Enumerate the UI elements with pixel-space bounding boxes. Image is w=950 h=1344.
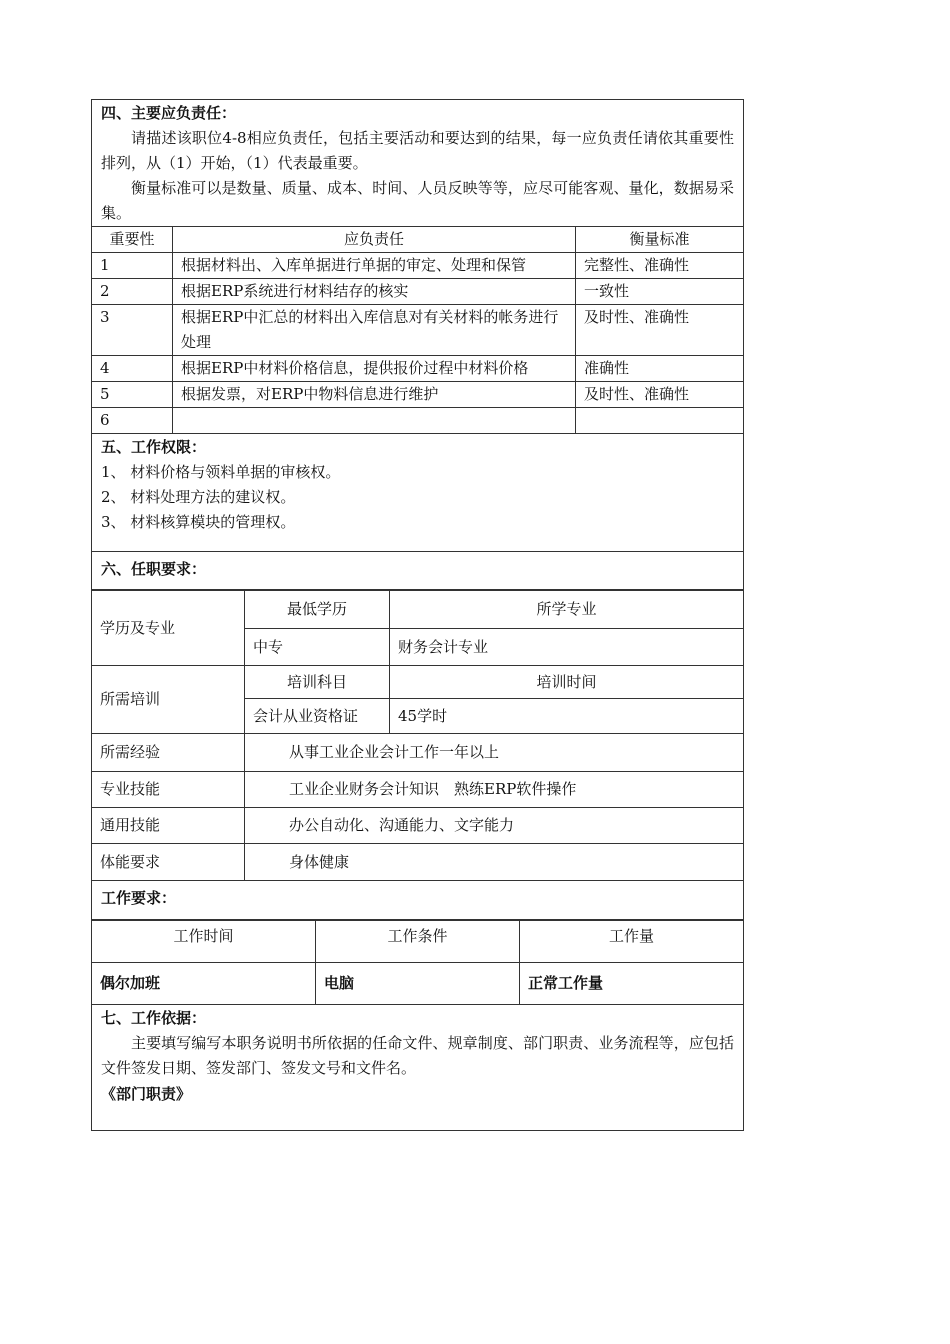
row-standard: 完整性、准确性 xyxy=(576,253,744,279)
experience-value: 从事工业企业会计工作一年以上 xyxy=(245,734,744,772)
authority-item: 2、 材料处理方法的建议权。 xyxy=(101,488,296,506)
row-standard: 及时性、准确性 xyxy=(576,382,744,408)
table-row xyxy=(92,253,744,279)
training-label: 所需培训 xyxy=(92,666,245,734)
skills-value: 工业企业财务会计知识 熟练ERP软件操作 xyxy=(245,772,744,808)
row-responsibility: 根据ERP中汇总的材料出入库信息对有关材料的帐务进行处理 xyxy=(173,305,576,356)
row-number: 1 xyxy=(92,253,173,279)
row-number: 2 xyxy=(92,279,173,305)
section5-title: 五、工作权限： xyxy=(101,438,207,456)
job-description-page xyxy=(91,99,744,1131)
workload-value: 正常工作量 xyxy=(520,963,744,1005)
table-row xyxy=(92,305,744,356)
table-row xyxy=(92,382,744,408)
row-responsibility: 根据ERP中材料价格信息，提供报价过程中材料价格 xyxy=(173,356,576,382)
general-skills-label: 通用技能 xyxy=(92,808,245,844)
row-standard: 准确性 xyxy=(576,356,744,382)
responsibility-table xyxy=(91,226,744,434)
section7-title: 七、工作依据： xyxy=(101,1009,207,1027)
section4-instruction-2: 衡量标准可以是数量、质量、成本、时间、人员反映等等，应尽可能客观、量化，数据易采集。 xyxy=(101,179,734,222)
row-standard: 一致性 xyxy=(576,279,744,305)
physical-label: 体能要求 xyxy=(92,844,245,881)
table-row xyxy=(92,279,744,305)
education-min-value: 中专 xyxy=(245,629,390,666)
section7-document: 《部门职责》 xyxy=(101,1085,192,1103)
row-number: 6 xyxy=(92,408,173,434)
training-time-value: 45学时 xyxy=(390,699,744,734)
row-responsibility: 根据ERP系统进行材料结存的核实 xyxy=(173,279,576,305)
work-time-value: 偶尔加班 xyxy=(92,963,316,1005)
section6-title: 六、任职要求： xyxy=(101,560,207,578)
work-condition-header: 工作条件 xyxy=(316,921,520,963)
header-importance: 重要性 xyxy=(92,227,173,253)
table-row xyxy=(92,844,744,881)
section-requirements xyxy=(91,551,744,589)
work-req-table xyxy=(91,920,744,1005)
table-row xyxy=(92,591,744,629)
row-number: 5 xyxy=(92,382,173,408)
training-header-time: 培训时间 xyxy=(390,666,744,699)
education-header-major: 所学专业 xyxy=(390,591,744,629)
authority-item: 3、 材料核算模块的管理权。 xyxy=(101,513,296,531)
table-row xyxy=(92,408,744,434)
row-number: 4 xyxy=(92,356,173,382)
physical-value: 身体健康 xyxy=(245,844,744,881)
table-header-row xyxy=(92,227,744,253)
experience-label: 所需经验 xyxy=(92,734,245,772)
table-row xyxy=(92,808,744,844)
authority-item: 1、 材料价格与领料单据的审核权。 xyxy=(101,463,341,481)
work-req-title: 工作要求： xyxy=(101,889,177,907)
table-row xyxy=(92,963,744,1005)
table-row xyxy=(92,666,744,699)
row-number: 3 xyxy=(92,305,173,356)
work-time-header: 工作时间 xyxy=(92,921,316,963)
training-subject-value: 会计从业资格证 xyxy=(245,699,390,734)
requirements-table-wrap xyxy=(91,589,744,881)
row-standard: 及时性、准确性 xyxy=(576,305,744,356)
requirements-table xyxy=(91,590,744,881)
education-label: 学历及专业 xyxy=(92,591,245,666)
training-header-subject: 培训科目 xyxy=(245,666,390,699)
table-row xyxy=(92,921,744,963)
row-standard xyxy=(576,408,744,434)
work-req-table-wrap xyxy=(91,919,744,1005)
workload-header: 工作量 xyxy=(520,921,744,963)
responsibility-table-wrap xyxy=(91,226,744,434)
header-responsibility: 应负责任 xyxy=(173,227,576,253)
table-row xyxy=(92,772,744,808)
section-work-requirements xyxy=(91,881,744,919)
section-authority xyxy=(91,434,744,551)
general-skills-value: 办公自动化、沟通能力、文字能力 xyxy=(245,808,744,844)
row-responsibility xyxy=(173,408,576,434)
work-condition-value: 电脑 xyxy=(316,963,520,1005)
skills-label: 专业技能 xyxy=(92,772,245,808)
section-responsibilities xyxy=(91,99,744,226)
section7-instruction: 主要填写编写本职务说明书所依据的任命文件、规章制度、部门职责、业务流程等，应包括文件签发日期、签发部门、签发文号和文件名。 xyxy=(101,1034,734,1077)
education-major-value: 财务会计专业 xyxy=(390,629,744,666)
education-header-min: 最低学历 xyxy=(245,591,390,629)
table-row xyxy=(92,734,744,772)
section4-title: 四、主要应负责任： xyxy=(101,104,237,122)
row-responsibility: 根据发票，对ERP中物料信息进行维护 xyxy=(173,382,576,408)
table-row xyxy=(92,356,744,382)
section-work-basis xyxy=(91,1005,744,1131)
row-responsibility: 根据材料出、入库单据进行单据的审定、处理和保管 xyxy=(173,253,576,279)
section4-instruction-1: 请描述该职位4-8相应负责任，包括主要活动和要达到的结果，每一应负责任请依其重要性排列，从（1）开始，（1）代表最重要。 xyxy=(101,129,734,172)
header-standard: 衡量标准 xyxy=(576,227,744,253)
